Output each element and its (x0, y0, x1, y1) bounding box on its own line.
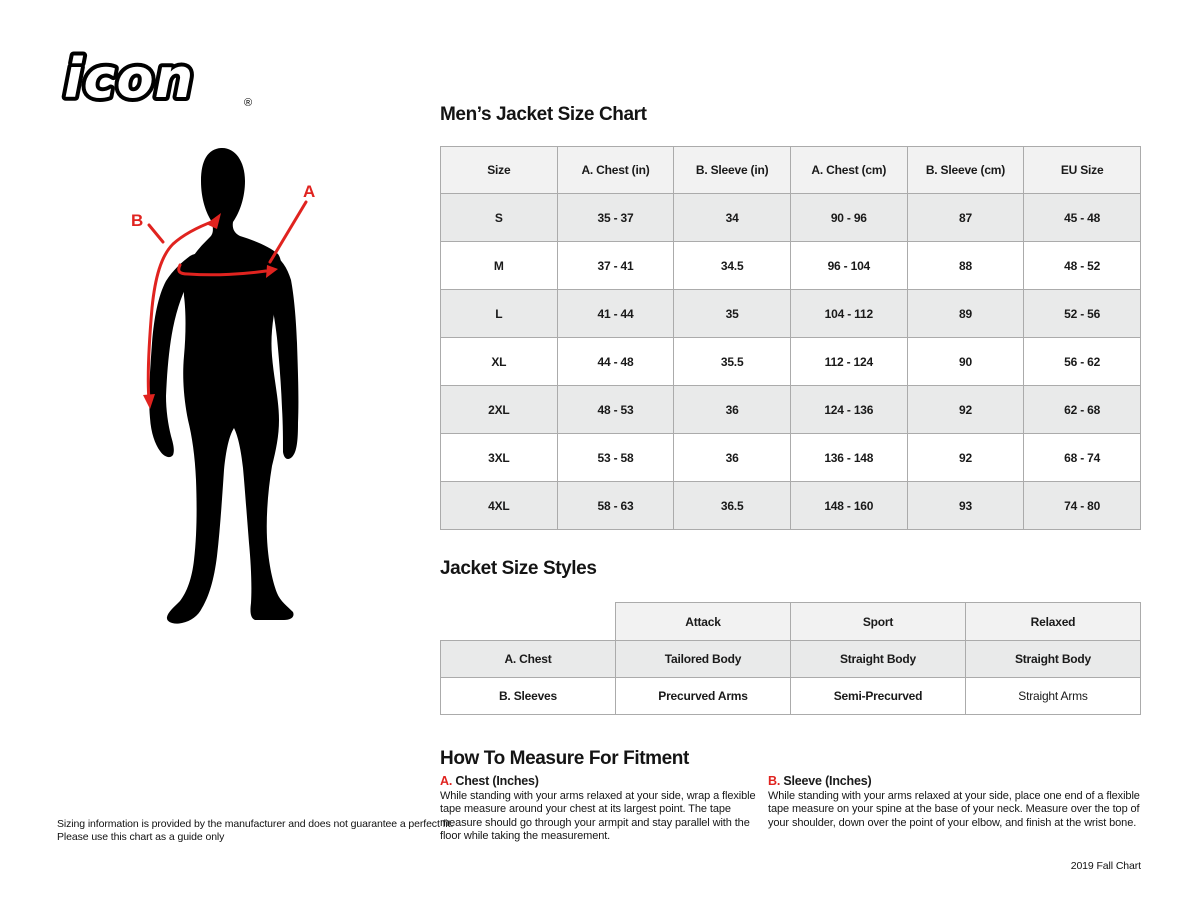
cell: 36.5 (674, 482, 791, 530)
cell: 96 - 104 (790, 242, 907, 290)
table-row (441, 434, 1141, 482)
cell: 2XL (441, 386, 558, 434)
size-chart-header-row (441, 147, 1141, 194)
row-label-sleeves: B. Sleeves (441, 678, 616, 715)
col-header-sleeve-in: B. Sleeve (in) (674, 147, 791, 194)
cell: 3XL (441, 434, 558, 482)
cell: Straight Body (791, 641, 966, 678)
figure-label-b: B (131, 211, 144, 230)
cell: 4XL (441, 482, 558, 530)
cell: 90 - 96 (790, 194, 907, 242)
cell: Precurved Arms (616, 678, 791, 715)
sizing-disclaimer (57, 818, 453, 843)
measure-section-title: How To Measure For Fitment (440, 748, 689, 769)
table-row (441, 482, 1141, 530)
corner-empty-cell (441, 603, 616, 641)
cell: 36 (674, 434, 791, 482)
measure-chest-body: While standing with your arms relaxed at your side, wrap a flexible tape measure around your chest at its largest point. The tape measure should go through your armpit and stay parallel with the floor while taking the measurement. (440, 790, 756, 843)
male-silhouette-icon (149, 148, 298, 624)
cell: 35 (674, 290, 791, 338)
table-row (441, 338, 1141, 386)
table-row (441, 386, 1141, 434)
cell: 124 - 136 (790, 386, 907, 434)
cell: 74 - 80 (1024, 482, 1141, 530)
cell: 104 - 112 (790, 290, 907, 338)
cell: L (441, 290, 558, 338)
measure-sleeve-heading (768, 774, 1142, 788)
col-header-sport: Sport (791, 603, 966, 641)
table-row (441, 678, 1141, 715)
cell: 45 - 48 (1024, 194, 1141, 242)
cell: 35 - 37 (557, 194, 674, 242)
cell: M (441, 242, 558, 290)
measure-sleeve-letter: B. (768, 774, 781, 788)
cell: 52 - 56 (1024, 290, 1141, 338)
cell: 48 - 52 (1024, 242, 1141, 290)
size-chart-table (440, 146, 1141, 530)
table-row (441, 641, 1141, 678)
cell: 44 - 48 (557, 338, 674, 386)
measure-chest-section (440, 774, 762, 844)
size-chart-title: Men’s Jacket Size Chart (440, 104, 647, 125)
col-header-sleeve-cm: B. Sleeve (cm) (907, 147, 1024, 194)
body-measurement-figure (100, 128, 390, 653)
col-header-size: Size (441, 147, 558, 194)
cell: 37 - 41 (557, 242, 674, 290)
cell: 87 (907, 194, 1024, 242)
figure-label-a: A (303, 182, 316, 201)
cell: 34 (674, 194, 791, 242)
styles-chart-table (440, 602, 1141, 715)
chart-version-label: 2019 Fall Chart (1070, 860, 1141, 872)
styles-chart-title: Jacket Size Styles (440, 558, 597, 579)
cell: 88 (907, 242, 1024, 290)
table-row (441, 242, 1141, 290)
col-header-eu-size: EU Size (1024, 147, 1141, 194)
cell: S (441, 194, 558, 242)
cell: 90 (907, 338, 1024, 386)
cell: 112 - 124 (790, 338, 907, 386)
col-header-attack: Attack (616, 603, 791, 641)
cell: 89 (907, 290, 1024, 338)
icon-logo-graphic (56, 50, 266, 112)
cell: 68 - 74 (1024, 434, 1141, 482)
measure-chest-heading-text: Chest (Inches) (455, 774, 539, 788)
table-row (441, 290, 1141, 338)
cell: 93 (907, 482, 1024, 530)
silhouette-graphic (100, 128, 390, 648)
cell: 92 (907, 434, 1024, 482)
row-label-chest: A. Chest (441, 641, 616, 678)
measure-chest-heading (440, 774, 762, 788)
label-a-pointer-line (270, 202, 306, 262)
disclaimer-line-2: Please use this chart as a guide only (57, 830, 225, 843)
measure-chest-letter: A. (440, 774, 453, 788)
cell: Straight Body (966, 641, 1141, 678)
cell: 58 - 63 (557, 482, 674, 530)
cell: 36 (674, 386, 791, 434)
cell: 53 - 58 (557, 434, 674, 482)
registered-trademark-icon: ® (244, 97, 253, 109)
measure-sleeve-section (768, 774, 1142, 830)
styles-header-row (441, 603, 1141, 641)
icon-logo (56, 50, 266, 117)
cell: 56 - 62 (1024, 338, 1141, 386)
col-header-chest-in: A. Chest (in) (557, 147, 674, 194)
cell: 35.5 (674, 338, 791, 386)
cell: 62 - 68 (1024, 386, 1141, 434)
col-header-chest-cm: A. Chest (cm) (790, 147, 907, 194)
disclaimer-line-1: Sizing information is provided by the manufacturer and does not guarantee a perfect fit. (57, 818, 454, 830)
label-b-pointer-line (149, 225, 163, 242)
measure-sleeve-body: While standing with your arms relaxed at your side, place one end of a flexible tape measure on your spine at the base of your neck. Measure over the top of your shoulder, down over the point of your elbow, and finish at the wrist bone. (768, 790, 1140, 829)
measure-sleeve-heading-text: Sleeve (Inches) (783, 774, 872, 788)
cell: 48 - 53 (557, 386, 674, 434)
col-header-relaxed: Relaxed (966, 603, 1141, 641)
cell: Semi-Precurved (791, 678, 966, 715)
cell: Straight Arms (966, 678, 1141, 715)
cell: 41 - 44 (557, 290, 674, 338)
cell: 92 (907, 386, 1024, 434)
cell: Tailored Body (616, 641, 791, 678)
cell: 148 - 160 (790, 482, 907, 530)
table-row (441, 194, 1141, 242)
icon-logo-text: icon (64, 50, 195, 110)
cell: XL (441, 338, 558, 386)
cell: 34.5 (674, 242, 791, 290)
cell: 136 - 148 (790, 434, 907, 482)
